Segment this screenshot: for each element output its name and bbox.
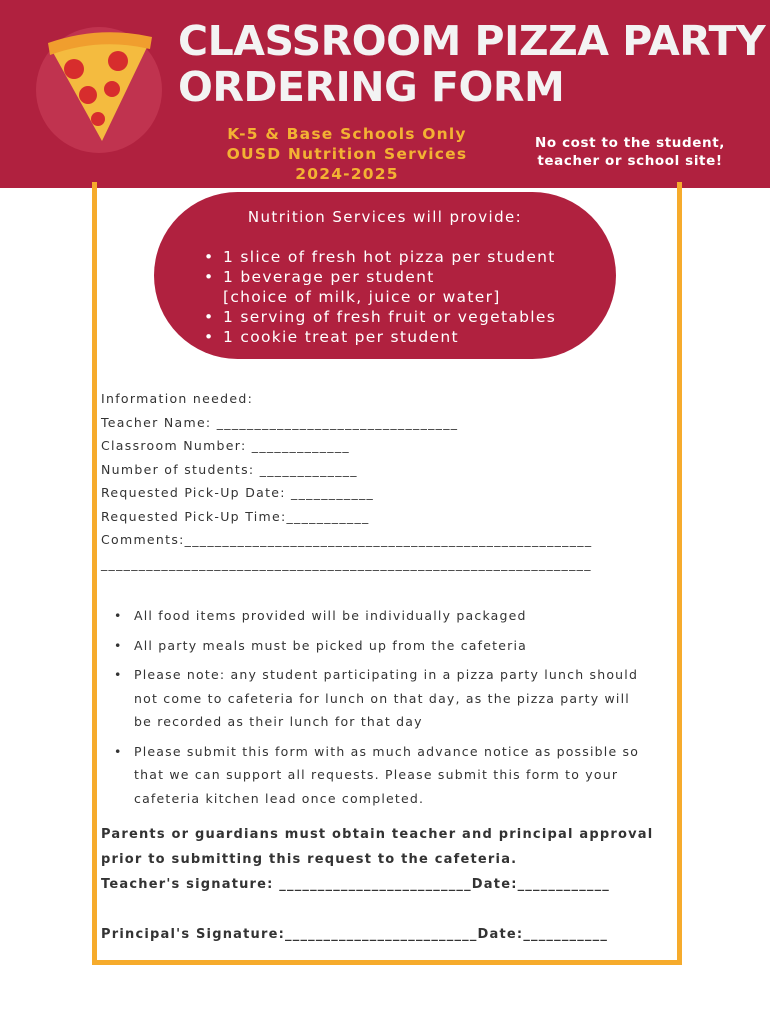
comments-field-line-2[interactable]: _________________________________________________________________: [101, 555, 592, 571]
school-info-line-2: OUSD Nutrition Services: [226, 145, 468, 163]
cost-note-line-1: No cost to the student,: [535, 135, 725, 151]
cost-note: [510, 134, 750, 170]
spacer: [101, 897, 661, 922]
provide-list: [202, 247, 556, 347]
info-heading: Information needed:: [101, 391, 254, 406]
school-info-line-1: K-5 & Base Schools Only: [227, 125, 467, 143]
note-item: • Please submit this form with as much advance notice as possible so that we can support all requests. Please submit this form to your cafeteria kitchen lead once completed.: [114, 743, 640, 806]
provide-item: • 1 beverage per student: [204, 268, 435, 286]
provide-item: • 1 slice of fresh hot pizza per student: [204, 248, 556, 266]
title-line-1: CLASSROOM PIZZA PARTY: [178, 17, 766, 65]
approval-note-line-1: Parents or guardians must obtain teacher and principal approval: [101, 827, 654, 842]
provide-box: [154, 192, 616, 359]
teacher-signature-field[interactable]: Teacher's signature: _________________________Date:____________: [101, 877, 611, 892]
provide-item: • 1 serving of fresh fruit or vegetables: [204, 308, 557, 326]
note-item: • All party meals must be picked up from the cafeteria: [114, 637, 527, 653]
provide-item-continued: [choice of milk, juice or water]: [223, 288, 501, 306]
school-info: [196, 124, 498, 184]
notes-list: [114, 604, 644, 816]
teacher-name-field[interactable]: Teacher Name: ________________________________: [101, 414, 459, 430]
pizza-slice-icon: [36, 27, 162, 153]
number-of-students-field[interactable]: Number of students: _____________: [101, 461, 358, 477]
pickup-time-field[interactable]: Requested Pick-Up Time:___________: [101, 508, 370, 524]
approval-note-line-2: prior to submitting this request to the cafeteria.: [101, 852, 518, 867]
page-title: [178, 17, 766, 111]
school-year: 2024-2025: [295, 165, 399, 183]
pickup-date-field[interactable]: Requested Pick-Up Date: ___________: [101, 485, 375, 500]
cost-note-line-2: teacher or school site!: [537, 153, 723, 169]
provide-heading: Nutrition Services will provide:: [247, 208, 523, 226]
comments-field[interactable]: Comments:______________________________________________________: [101, 532, 593, 547]
note-item: • Please note: any student participating in a pizza party lunch should not come to cafeteria for lunch on that day, as the pizza party will be recorded as their lunch for that day: [114, 667, 639, 729]
provide-item: • 1 cookie treat per student: [204, 328, 459, 346]
note-item: • All food items provided will be individually packaged: [114, 608, 527, 623]
principal-signature-field[interactable]: Principal's Signature:_________________________Date:___________: [101, 927, 609, 942]
title-line-2: ORDERING FORM: [178, 63, 565, 111]
information-section: [101, 387, 661, 575]
approval-section: [101, 822, 661, 947]
classroom-number-field[interactable]: Classroom Number: _____________: [101, 438, 350, 453]
